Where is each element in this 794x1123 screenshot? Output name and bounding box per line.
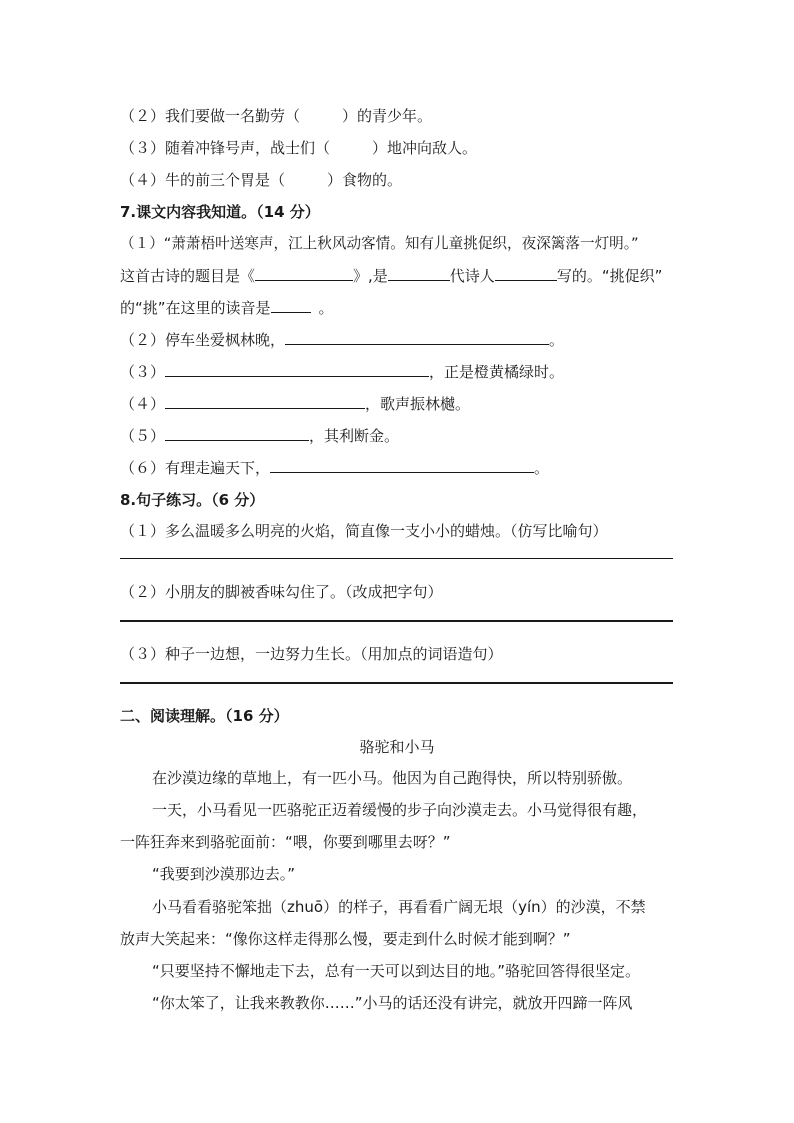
- answer-line[interactable]: [120, 558, 673, 559]
- passage-line: 小马看看骆驼笨拙（zhuō）的样子，再看看广阔无垠（yín）的沙漠，不禁: [152, 898, 646, 916]
- section-7-title: 7.课文内容我知道。（14 分）: [120, 203, 320, 221]
- poem-question-line: 这首古诗的题目是《 》,是 代诗人 写的。“挑促织”: [120, 267, 663, 285]
- verse-blank[interactable]: [165, 394, 365, 409]
- poet-blank[interactable]: [495, 266, 557, 281]
- passage-line: “只要坚持不懈地走下去，总有一天可以到达目的地。”骆驼回答得很坚定。: [152, 962, 641, 980]
- pronunciation-question: 的“挑”在这里的读音是 。: [120, 299, 334, 317]
- sentence-question-2: （２）小朋友的脚被香味勾住了。（改成把字句）: [120, 583, 443, 601]
- fill-question-3: （３）随着冲锋号声，战士们（ ）地冲向敌人。: [120, 139, 478, 157]
- fill-question-2: （２）我们要做一名勤劳（ ）的青少年。: [120, 107, 433, 125]
- verse-blank[interactable]: [270, 458, 534, 473]
- verse-question-4: （４） ，歌声振林樾。: [120, 395, 471, 413]
- section-8-title: 8.句子练习。（6 分）: [120, 491, 265, 509]
- poem-quote: （１）“萧萧梧叶送寒声，江上秋风动客情。知有儿童挑促织，夜深篱落一灯明。”: [120, 235, 639, 252]
- verse-blank[interactable]: [165, 362, 429, 377]
- passage-line: “我要到沙漠那边去。”: [152, 865, 296, 883]
- answer-line[interactable]: [120, 682, 673, 684]
- dynasty-blank[interactable]: [388, 266, 450, 281]
- verse-question-3: （３） ，正是橙黄橘绿时。: [120, 363, 565, 381]
- passage-line: 在沙漠边缘的草地上，有一匹小马。他因为自己跑得快，所以特别骄傲。: [152, 769, 633, 787]
- poem-title-blank[interactable]: [255, 266, 353, 281]
- reading-heading: 二、阅读理解。（16 分）: [120, 707, 289, 725]
- passage-line: 放声大笑起来：“像你这样走得那么慢，要走到什么时候才能到啊？”: [120, 930, 571, 948]
- passage-title: 骆驼和小马: [359, 738, 435, 756]
- fill-question-4: （４）牛的前三个胃是（ ）食物的。: [120, 171, 403, 189]
- passage-line: 一天，小马看见一匹骆驼正迈着缓慢的步子向沙漠走去。小马觉得很有趣，: [152, 801, 648, 819]
- passage-line: “你太笨了，让我来教教你……”小马的话还没有讲完，就放开四蹄一阵风: [152, 994, 633, 1012]
- sentence-question-1: （１）多么温暖多么明亮的火焰，简直像一支小小的蜡烛。（仿写比喻句）: [120, 522, 608, 540]
- verse-question-6: （６）有理走遍天下， 。: [120, 459, 550, 477]
- sentence-question-3: （３）种子一边想，一边努力生长。（用加点的词语造句）: [120, 645, 503, 663]
- verse-question-2: （２）停车坐爱枫林晚， 。: [120, 331, 565, 349]
- passage-line: 一阵狂奔来到骆驼面前：“喂，你要到哪里去呀？”: [120, 833, 451, 851]
- verse-blank[interactable]: [285, 330, 549, 345]
- answer-line[interactable]: [120, 620, 673, 622]
- pronunciation-blank[interactable]: [271, 298, 311, 313]
- verse-question-5: （５） ，其利断金。: [120, 427, 400, 445]
- verse-blank[interactable]: [165, 426, 309, 441]
